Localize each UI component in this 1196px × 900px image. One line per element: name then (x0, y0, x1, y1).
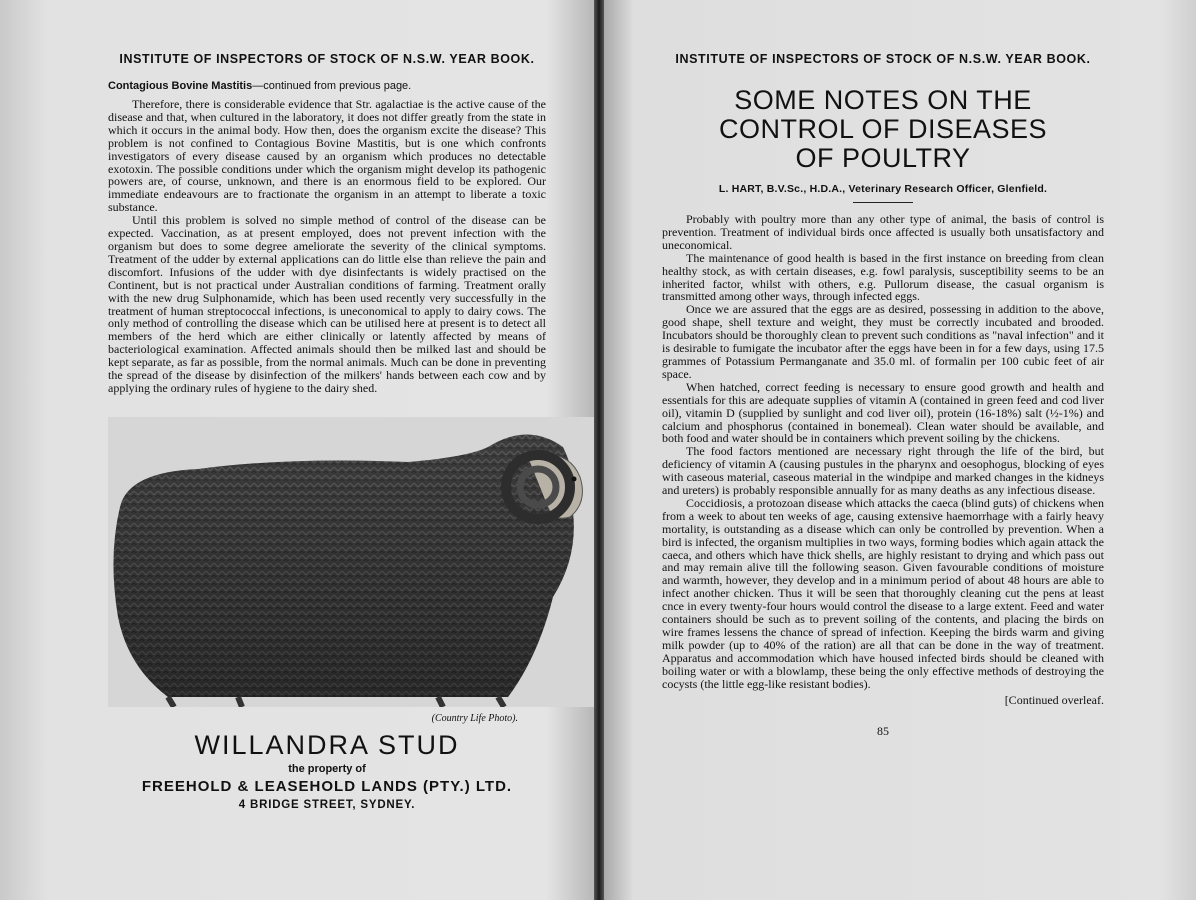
paragraph: Once we are assured that the eggs are as desired, possessing in addition to the above, good shape, shell texture and weight, they must be correctly incubated and brooded. Incubators should be thoroughly clean to prevent such conditions as "naval infection" and it is desirable to fumigate the incubator after the eggs have been in for a few days, using 17.5 grammes of Potassium Permanganate and 35.0 ml. of formalin per 100 cubic feet of air space. (662, 302, 1104, 381)
right-page (604, 0, 1196, 900)
paragraph: Coccidiosis, a protozoan disease which attacks the caeca (blind guts) of chickens when from a week to about ten weeks of age, causing extensive haemorrhage with a fairly heavy mortality, is outstanding as a disease which can only be controlled by prevention. When a bird is infected, the organism multiplies in two ways, forming bodies which again attack the caeca, and others which have thick shells, are highly resistant to drying and which pass out and may remain alive till the following season. Given favourable conditions of moisture and warmth, however, they develop and in a minimum period of about 48 hours are able to infect another chicken. Thus it will be seen that thoroughly cleaning cut the pens at least cnce in every twenty-four hours would control the disease to a large extent. Feed and water containers should be such as to prevent soiling of the contents, and placing the birds on wire frames lessens the chance of spread of infection. Keeping the birds warm and giving milk powder (up to 40% of the ration) are all that can be done in the way of treatment. Apparatus and accommodation which have housed infected birds should be cleaned with boiling water or with a blowlamp, these being the only effective methods of destroying the cocysts (the little egg-like resistant bodies). (662, 495, 1104, 691)
photo-credit: (Country Life Photo). (431, 712, 518, 724)
paragraph: Until this problem is solved no simple method of control of the disease can be expected. Vaccination, as at present employed, does not prevent infection with the organism but does to some degree ameliorate the severity of the clinical symptoms. Treatment of the udder by external applications can do little else than relieve the pain and discomfort. Infusions of the udder with dye disinfectants is widely practised on the Continent, but is not practical under Australian conditions of farming. Treatment orally with the new drug Sulphonamide, which has been used recently very successfully in the treatment of human streptococcal infections, is uneconomical to apply to dairy cows. The only method of controlling the disease which can be utilised here at present is to detect all members of the herd which are either clinically or latently affected by means of bacteriological examination. Affected animals should then be milked last and should be kept separate, as far as possible, from the normal animals. Much can be done in preventing the spread of the disease by disinfection of the milkers' hands between each cow and by applying the ordinary rules of hygiene to the dairy shed. (108, 213, 546, 395)
paragraph: Probably with poultry more than any other type of animal, the basis of control is prevention. Treatment of individual birds once affected is usually both unsatisfactory and uneconomical. (662, 212, 1104, 252)
title-line: CONTROL OF DISEASES (718, 114, 1048, 144)
continued-overleaf: [Continued overleaf. (1004, 692, 1104, 707)
author-byline: L. HART, B.V.Sc., H.D.A., Veterinary Research Officer, Glenfield. (718, 183, 1048, 195)
title-line: SOME NOTES ON THE (734, 85, 1032, 115)
ram-photo (108, 417, 594, 707)
left-page (0, 0, 594, 900)
divider (853, 202, 913, 203)
title-line: OF POULTRY (795, 143, 971, 173)
left-body-text (108, 98, 546, 395)
book-gutter (594, 0, 604, 900)
paragraph: Therefore, there is considerable evidence that Str. agalactiae is the active cause of the disease and that, when cultured in the laboratory, it does not differ greatly from the state in which it occurs in the animal body. How then, does the organism excite the disease? This problem is not confined to Contagious Bovine Mastitis, but is one which confronts investigators of every disease caused by an organism which produces no detectable exotoxin. The possible conditions under which the organism might develop its pathogenic powers are, of course, unknown, and there is an enormous field to be explored. Our immediate endeavours are to fractionate the organism in an attempt to liberate a toxic substance. (108, 97, 546, 215)
running-head-left: INSTITUTE OF INSPECTORS OF STOCK OF N.S.W. YEAR BOOK. (119, 52, 535, 66)
stud-company: FREEHOLD & LEASEHOLD LANDS (PTY.) LTD. (141, 777, 513, 795)
article-title (662, 86, 1104, 173)
ram-illustration (108, 417, 594, 707)
continued-heading-note: —continued from previous page. (252, 80, 412, 92)
paragraph: When hatched, correct feeding is necessary to ensure good growth and health and essentials for this are adequate supplies of vitamin A (contained in green feed and cod liver oil), vitamin D (supplied by sunlight and cod liver oil), protein (16-18%) salt (½-1%) and calcium and phosphorus (contained in bonemeal). Clean water should be available, and both food and water should be in containers which prevent soiling by the chickens. (662, 379, 1104, 446)
paragraph: The maintenance of good health is based in the first instance on breeding from clean healthy stock, as with certain diseases, e.g. fowl paralysis, susceptibility seems to be an inherited factor, whilst with others, e.g. Pullorum disease, the casual organism is transmitted among other ways, through infected eggs. (662, 250, 1104, 304)
continued-heading (108, 80, 546, 92)
right-body-text (662, 213, 1104, 691)
paragraph: The food factors mentioned are necessary right through the life of the bird, but deficiency of vitamin A (causing pustules in the pharynx and oesophogus, blocking of eyes with caseous material, caseous material in the windpipe and marked changes in the kidneys and ureters) is probably responsible annually for as many deaths as any infectious disease. (662, 444, 1104, 498)
stud-address: 4 BRIDGE STREET, SYDNEY. (238, 798, 416, 811)
page-number: 85 (877, 723, 889, 738)
stud-name: WILLANDRA STUD (194, 729, 460, 760)
running-head-right: INSTITUTE OF INSPECTORS OF STOCK OF N.S.W. YEAR BOOK. (675, 52, 1091, 66)
stud-property-of: the property of (288, 762, 366, 775)
continued-heading-topic: Contagious Bovine Mastitis (108, 80, 253, 92)
